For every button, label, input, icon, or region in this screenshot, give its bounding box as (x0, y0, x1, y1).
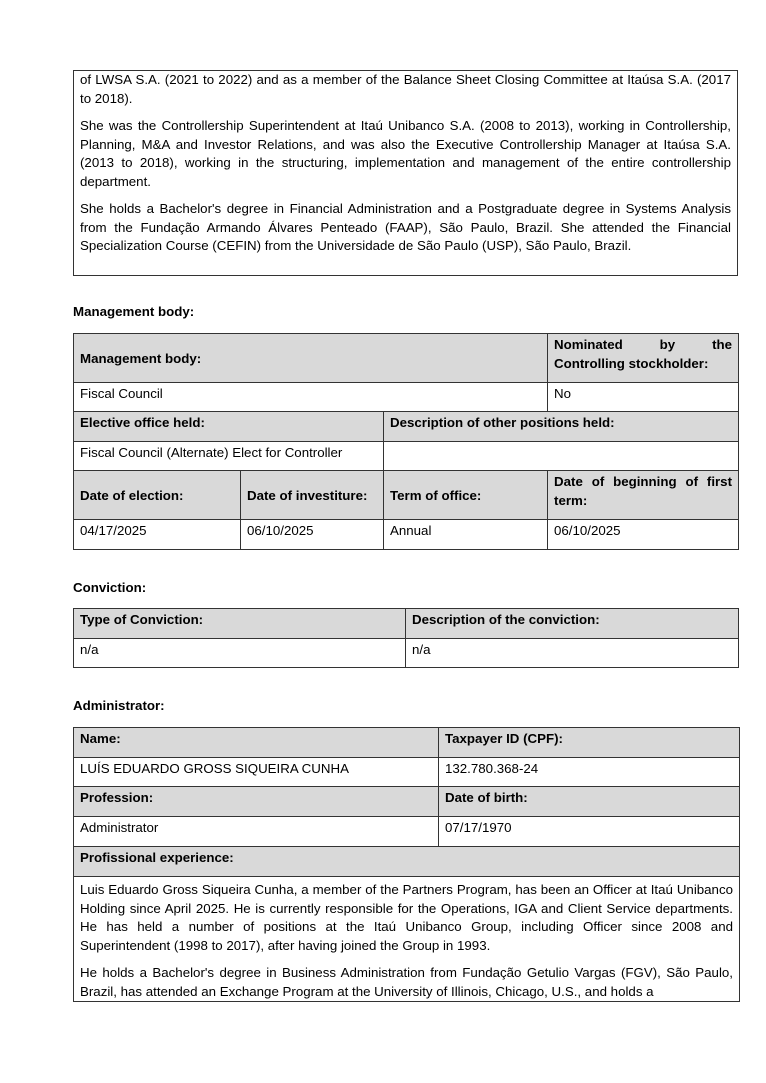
conviction-type-value: n/a (74, 639, 406, 668)
paragraph: of LWSA S.A. (2021 to 2022) and as a member of the Balance Sheet Closing Committee at Itaúsa S.A. (2017 to 2018). (80, 72, 731, 106)
dob-value: 07/17/1970 (439, 817, 740, 847)
header-conviction-type: Type of Conviction: (74, 609, 406, 639)
paragraph: He holds a Bachelor's degree in Business Administration from Fundação Getulio Vargas (FGV), São Paulo, Brazil, has attended an Exchange Program at the University of Illinois, Chicago, U.S., and holds a (80, 965, 733, 999)
header-term: Term of office: (384, 471, 548, 520)
cpf-value: 132.780.368-24 (439, 758, 740, 787)
section-label-management: Management body: (73, 304, 195, 319)
profession-value: Administrator (74, 817, 439, 847)
section-label-administrator: Administrator: (73, 698, 165, 713)
header-conviction-desc: Description of the conviction: (406, 609, 739, 639)
other-positions-value (384, 442, 739, 471)
conviction-table (73, 608, 739, 668)
header-profession: Profession: (74, 787, 439, 817)
paragraph: Luis Eduardo Gross Siqueira Cunha, a member of the Partners Program, has been an Officer at Itaú Unibanco Holding since April 2025. He is currently responsible for the Operations, IGA and Client Service departments. He has held a number of positions at the Itaú Unibanco Group, including Officer since 2008 and Superintendent (1998 to 2017), after having joined the Group in 1993. (80, 882, 733, 953)
header-nominated: Nominated by the Controlling stockholder: (548, 334, 739, 383)
header-dob: Date of birth: (439, 787, 740, 817)
experience-cell (74, 877, 740, 1002)
management-table (73, 333, 739, 550)
administrator-table (73, 727, 740, 1002)
date-investiture-value: 06/10/2025 (241, 520, 384, 550)
header-elective-office: Elective office held: (74, 412, 384, 442)
name-value: LUÍS EDUARDO GROSS SIQUEIRA CUNHA (74, 758, 439, 787)
biography-box (73, 70, 738, 276)
section-label-conviction: Conviction: (73, 580, 147, 595)
header-name: Name: (74, 728, 439, 758)
header-cpf: Taxpayer ID (CPF): (439, 728, 740, 758)
management-body-value: Fiscal Council (74, 383, 548, 412)
header-date-investiture: Date of investiture: (241, 471, 384, 520)
header-first-term: Date of beginning of first term: (548, 471, 739, 520)
header-management-body: Management body: (74, 334, 548, 383)
nominated-value: No (548, 383, 739, 412)
header-other-positions: Description of other positions held: (384, 412, 739, 442)
paragraph: She was the Controllership Superintendent at Itaú Unibanco S.A. (2008 to 2013), working in Controllership, Planning, M&A and Investor Relations, and was also the Executive Controllership Manager at Itaúsa S.A. (2013 to 2018), working in the structuring, implementation and management of the entire controllership department. (80, 118, 731, 189)
header-experience: Profissional experience: (74, 847, 740, 877)
header-date-election: Date of election: (74, 471, 241, 520)
paragraph: She holds a Bachelor's degree in Financial Administration and a Postgraduate degree in Systems Analysis from the Fundação Armando Álvares Penteado (FAAP), São Paulo, Brazil. She attended the Financial Specialization Course (CEFIN) from the Universidade de São Paulo (USP), São Paulo, Brazil. (80, 201, 731, 253)
term-value: Annual (384, 520, 548, 550)
elective-office-value: Fiscal Council (Alternate) Elect for Controller (74, 442, 384, 471)
first-term-value: 06/10/2025 (548, 520, 739, 550)
conviction-desc-value: n/a (406, 639, 739, 668)
date-election-value: 04/17/2025 (74, 520, 241, 550)
